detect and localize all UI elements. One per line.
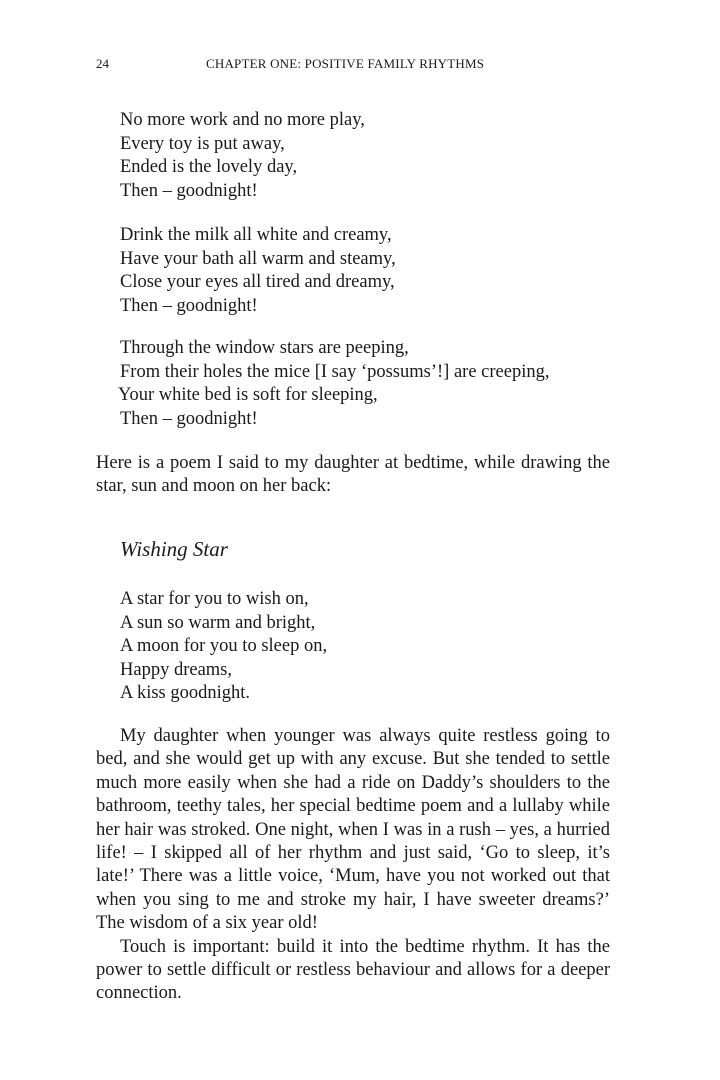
body-paragraph: Touch is important: build it into the bedtime rhythm. It has the power to settle difficult or restless behaviour and allows for a deeper connection. [96,936,610,1004]
verse-line: Your white bed is soft for sleeping, [118,385,378,405]
poem-line: A moon for you to sleep on, [120,636,328,656]
verse-line: Then – goodnight! [120,295,258,316]
verse-line: Have your bath all warm and steamy, [120,248,396,269]
verse-line: Through the window stars are peeping, [120,338,409,358]
page-number: 24 [96,56,109,71]
poem-line: A star for you to wish on, [120,589,309,609]
verse-line: Close your eyes all tired and dreamy, [120,272,395,292]
verse-stanza-3 [120,337,549,431]
verse-stanza-2 [120,224,396,318]
poem-stanza [120,588,327,706]
verse-line: From their holes the mice [I say ‘possums’!] are creeping, [120,361,550,382]
body-paragraph: My daughter when younger was always quite restless going to bed, and she would get up with any excuse. But she tended to settle much more easily when she had a ride on Daddy’s shoulders to the bathroom, teethy tales, her special bedtime poem and a lullaby while her hair was stroked. One night, when I was in a rush – yes, a hurried life! – I skipped all of her rhythm and just said, ‘Go to sleep, it’s late!’ There was a little voice, ‘Mum, have you not worked out that when you sing to me and stroke my hair, I have sweeter dreams?’ The wisdom of a six year old! [96,726,610,934]
verse-line: No more work and no more play, [120,110,365,130]
intro-paragraph: Here is a poem I said to my daughter at bedtime, while drawing the star, sun and moon on her back: [96,453,610,497]
verse-stanza-1 [120,109,365,203]
poem-line: A kiss goodnight. [120,683,251,703]
poem-line: A sun so warm and bright, [120,612,316,633]
verse-line: Then – goodnight! [120,180,258,201]
verse-line: Every toy is put away, [120,133,285,154]
verse-line: Then – goodnight! [120,408,258,429]
body-text [96,725,610,1006]
verse-line: Drink the milk all white and creamy, [120,225,392,245]
verse-line: Ended is the lovely day, [120,157,298,177]
poem-line: Happy dreams, [120,659,232,680]
chapter-title: CHAPTER ONE: POSITIVE FAMILY RHYTHMS [206,56,485,71]
running-header [96,56,610,76]
intro-paragraph-block [96,452,610,499]
poem-title: Wishing Star [120,537,228,561]
